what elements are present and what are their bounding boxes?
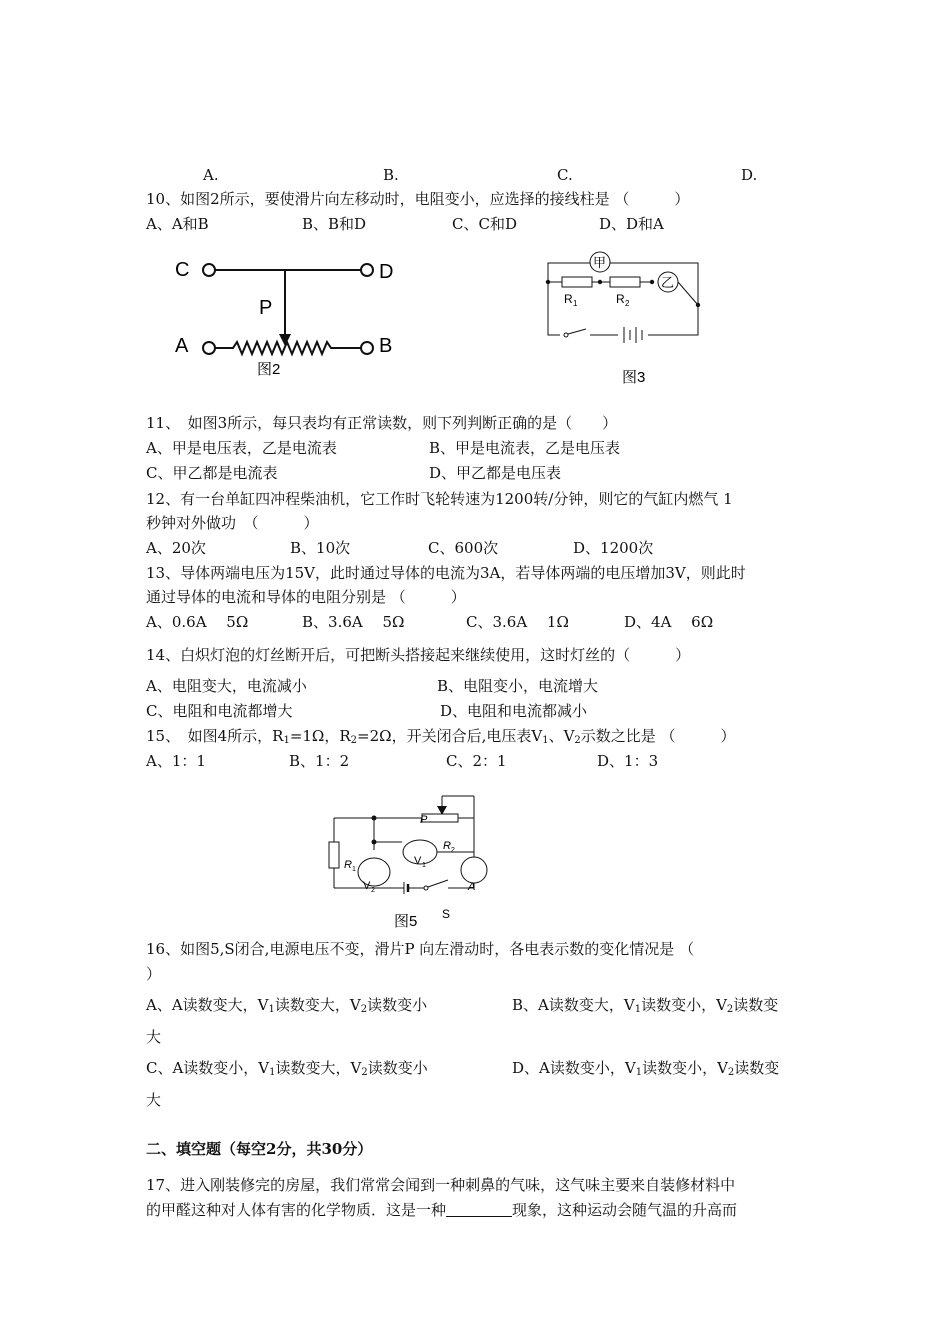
q17-line2-a: 的甲醛这种对人体有害的化学物质．这是一种: [146, 1201, 447, 1219]
fig3-meter-yi: 乙: [661, 275, 675, 290]
q16-a-sub2: 2: [360, 1004, 368, 1015]
q11-stem: 11、 如图3所示，每只表均有正常读数，则下列判断正确的是（ ）: [146, 414, 618, 432]
figure-5-circuit: [322, 792, 502, 930]
q12-option-d: D、1200次: [573, 539, 654, 557]
fig5-label-v2-sub: 2: [371, 887, 375, 894]
fig5-label-r1-sub: 1: [352, 866, 356, 873]
q13-option-c: C、3.6A 1Ω: [466, 613, 569, 631]
q14-option-b: B、电阻变小，电流增大: [437, 677, 599, 695]
q15-stem-part-b: =1Ω，R: [289, 727, 351, 745]
q15-option-b: B、1：2: [289, 752, 350, 770]
fig5-label-r2-sub: 2: [451, 847, 455, 854]
q16-stem-line2: ）: [146, 965, 162, 983]
q12-option-a: A、20次: [146, 539, 206, 557]
q13-option-b: B、3.6A 5Ω: [302, 613, 405, 631]
fig5-label-v1-sub: 1: [422, 862, 426, 869]
q11-option-d: D、甲乙都是电压表: [429, 464, 562, 482]
q15-stem-part-c: =2Ω，开关闭合后,电压表V: [357, 727, 543, 745]
q14-option-a: A、电阻变大，电流减小: [146, 677, 307, 695]
q11-option-b: B、甲是电流表，乙是电压表: [429, 439, 621, 457]
q16-c-pre: C、A读数变小，V: [146, 1059, 270, 1077]
q16-c-sub1: 1: [269, 1067, 276, 1078]
figure-2-rheostat: [165, 250, 405, 385]
fig2-label-d: D: [379, 261, 394, 283]
q11-option-a: A、甲是电压表，乙是电流表: [146, 439, 337, 457]
q10-option-d: D、D和A: [599, 215, 664, 233]
q14-stem: 14、白炽灯泡的灯丝断开后，可把断头搭接起来继续使用，这时灯丝的（ ）: [146, 646, 691, 664]
fig3-label-r2-sub: 2: [625, 299, 630, 308]
q12-option-b: B、10次: [290, 539, 351, 557]
q14-option-c: C、电阻和电流都增大: [146, 702, 293, 720]
q16-d-pre: D、A读数变小，V: [512, 1059, 636, 1077]
q16-d-sub2: 2: [727, 1067, 735, 1078]
q17-line1: 17、进入刚装修完的房屋，我们常常会闻到一种刺鼻的气味，这气味主要来自装修材料中: [146, 1176, 736, 1194]
q12-stem-line1: 12、有一台单缸四冲程柴油机，它工作时飞轮转速为1200转/分钟，则它的气缸内燃气 1: [146, 490, 733, 508]
q13-stem-line1: 13、导体两端电压为15V，此时通过导体的电流为3A，若导体两端的电压增加3V，则此时: [146, 564, 746, 582]
q16-b-sub1: 1: [634, 1004, 642, 1015]
q16-option-d: [512, 1058, 779, 1083]
q17-line2: [146, 1200, 737, 1220]
fig5-caption: 图5: [394, 913, 418, 930]
q15-stem: [146, 726, 736, 751]
q15-stem-part-e: 示数之比是 （ ）: [580, 727, 736, 745]
q15-sub-1: 1: [283, 735, 290, 746]
q16-option-b-cont: 大: [146, 1028, 162, 1046]
q17-answer-blank[interactable]: [446, 1202, 512, 1217]
q16-d-post: 读数变: [734, 1059, 780, 1077]
q15-stem-part-d: 、V: [548, 727, 575, 745]
q16-option-a: [146, 995, 427, 1020]
q15-sub-4: 2: [574, 735, 581, 746]
q16-b-sub2: 2: [726, 1004, 734, 1015]
fig2-caption: 图2: [257, 361, 281, 378]
q13-stem-line2: 通过导体的电流和导体的电阻分别是 （ ）: [146, 588, 466, 606]
fig2-label-c: C: [175, 259, 190, 281]
fig3-meter-jia: 甲: [593, 255, 607, 270]
fig3-label-r1-sub: 1: [573, 299, 578, 308]
q16-a-sub1: 1: [268, 1004, 275, 1015]
q16-option-b: [512, 995, 778, 1020]
q16-b-post: 读数变: [733, 996, 779, 1014]
q9-option-b: B.: [383, 166, 399, 184]
q16-option-d-cont: 大: [146, 1091, 162, 1109]
q10-option-c: C、C和D: [452, 215, 517, 233]
q16-d-sub1: 1: [635, 1067, 643, 1078]
fig2-label-a: A: [175, 335, 189, 357]
q10-option-a: A、A和B: [146, 215, 209, 233]
q12-stem-line2: 秒钟对外做功 （ ）: [146, 514, 319, 532]
q13-option-a: A、0.6A 5Ω: [146, 613, 249, 631]
fig3-caption: 图3: [622, 369, 646, 386]
q13-option-d: D、4A 6Ω: [624, 613, 714, 631]
q16-a-mid: 读数变大，V: [274, 996, 361, 1014]
fig5-label-s: S: [442, 907, 451, 921]
q9-option-a: A.: [203, 166, 219, 184]
fig5-label-r2: R: [443, 840, 451, 852]
q11-option-c: C、甲乙都是电流表: [146, 464, 278, 482]
q16-b-pre: B、A读数变大，V: [512, 996, 635, 1014]
fig5-label-p: P: [420, 814, 428, 826]
fig3-label-r1: R: [564, 292, 573, 306]
q16-stem-line1: 16、如图5,S闭合,电源电压不变，滑片P 向左滑动时，各电表示数的变化情况是 （: [146, 940, 695, 958]
q16-c-mid: 读数变大，V: [275, 1059, 362, 1077]
q10-option-b: B、B和D: [302, 215, 367, 233]
q16-option-c: [146, 1058, 428, 1083]
section-2-title: 二、填空题（每空2分，共30分）: [146, 1140, 373, 1158]
fig5-label-v1: V: [414, 855, 422, 867]
q16-d-mid: 读数变小，V: [642, 1059, 728, 1077]
q16-a-pre: A、A读数变大，V: [146, 996, 269, 1014]
q16-c-sub2: 2: [361, 1067, 368, 1078]
q16-b-mid: 读数变小，V: [641, 996, 727, 1014]
q15-option-a: A、1：1: [146, 752, 206, 770]
q15-option-d: D、1：3: [597, 752, 659, 770]
fig3-label-r2: R: [616, 292, 625, 306]
q16-c-post: 读数变小: [367, 1059, 428, 1077]
q15-stem-part-a: 15、 如图4所示，R: [146, 727, 284, 745]
q9-option-c: C.: [557, 166, 573, 184]
q15-option-c: C、2：1: [446, 752, 507, 770]
q14-option-d: D、电阻和电流都减小: [440, 702, 588, 720]
fig5-label-a: A: [468, 881, 476, 893]
q12-option-c: C、600次: [428, 539, 499, 557]
figure-3-circuit: [540, 245, 710, 390]
fig2-label-p: P: [259, 297, 273, 319]
q15-sub-3: 1: [542, 735, 549, 746]
fig5-label-v2: V: [363, 880, 371, 892]
q10-stem: 10、如图2所示，要使滑片向左移动时，电阻变小，应选择的接线柱是 （ ）: [146, 190, 690, 208]
q9-option-d: D.: [741, 166, 758, 184]
q16-a-post: 读数变小: [367, 996, 428, 1014]
fig5-label-r1: R: [344, 859, 352, 871]
q15-sub-2: 2: [350, 735, 358, 746]
q17-line2-b: 现象，这种运动会随气温的升高而: [512, 1201, 738, 1219]
fig2-label-b: B: [379, 335, 393, 357]
